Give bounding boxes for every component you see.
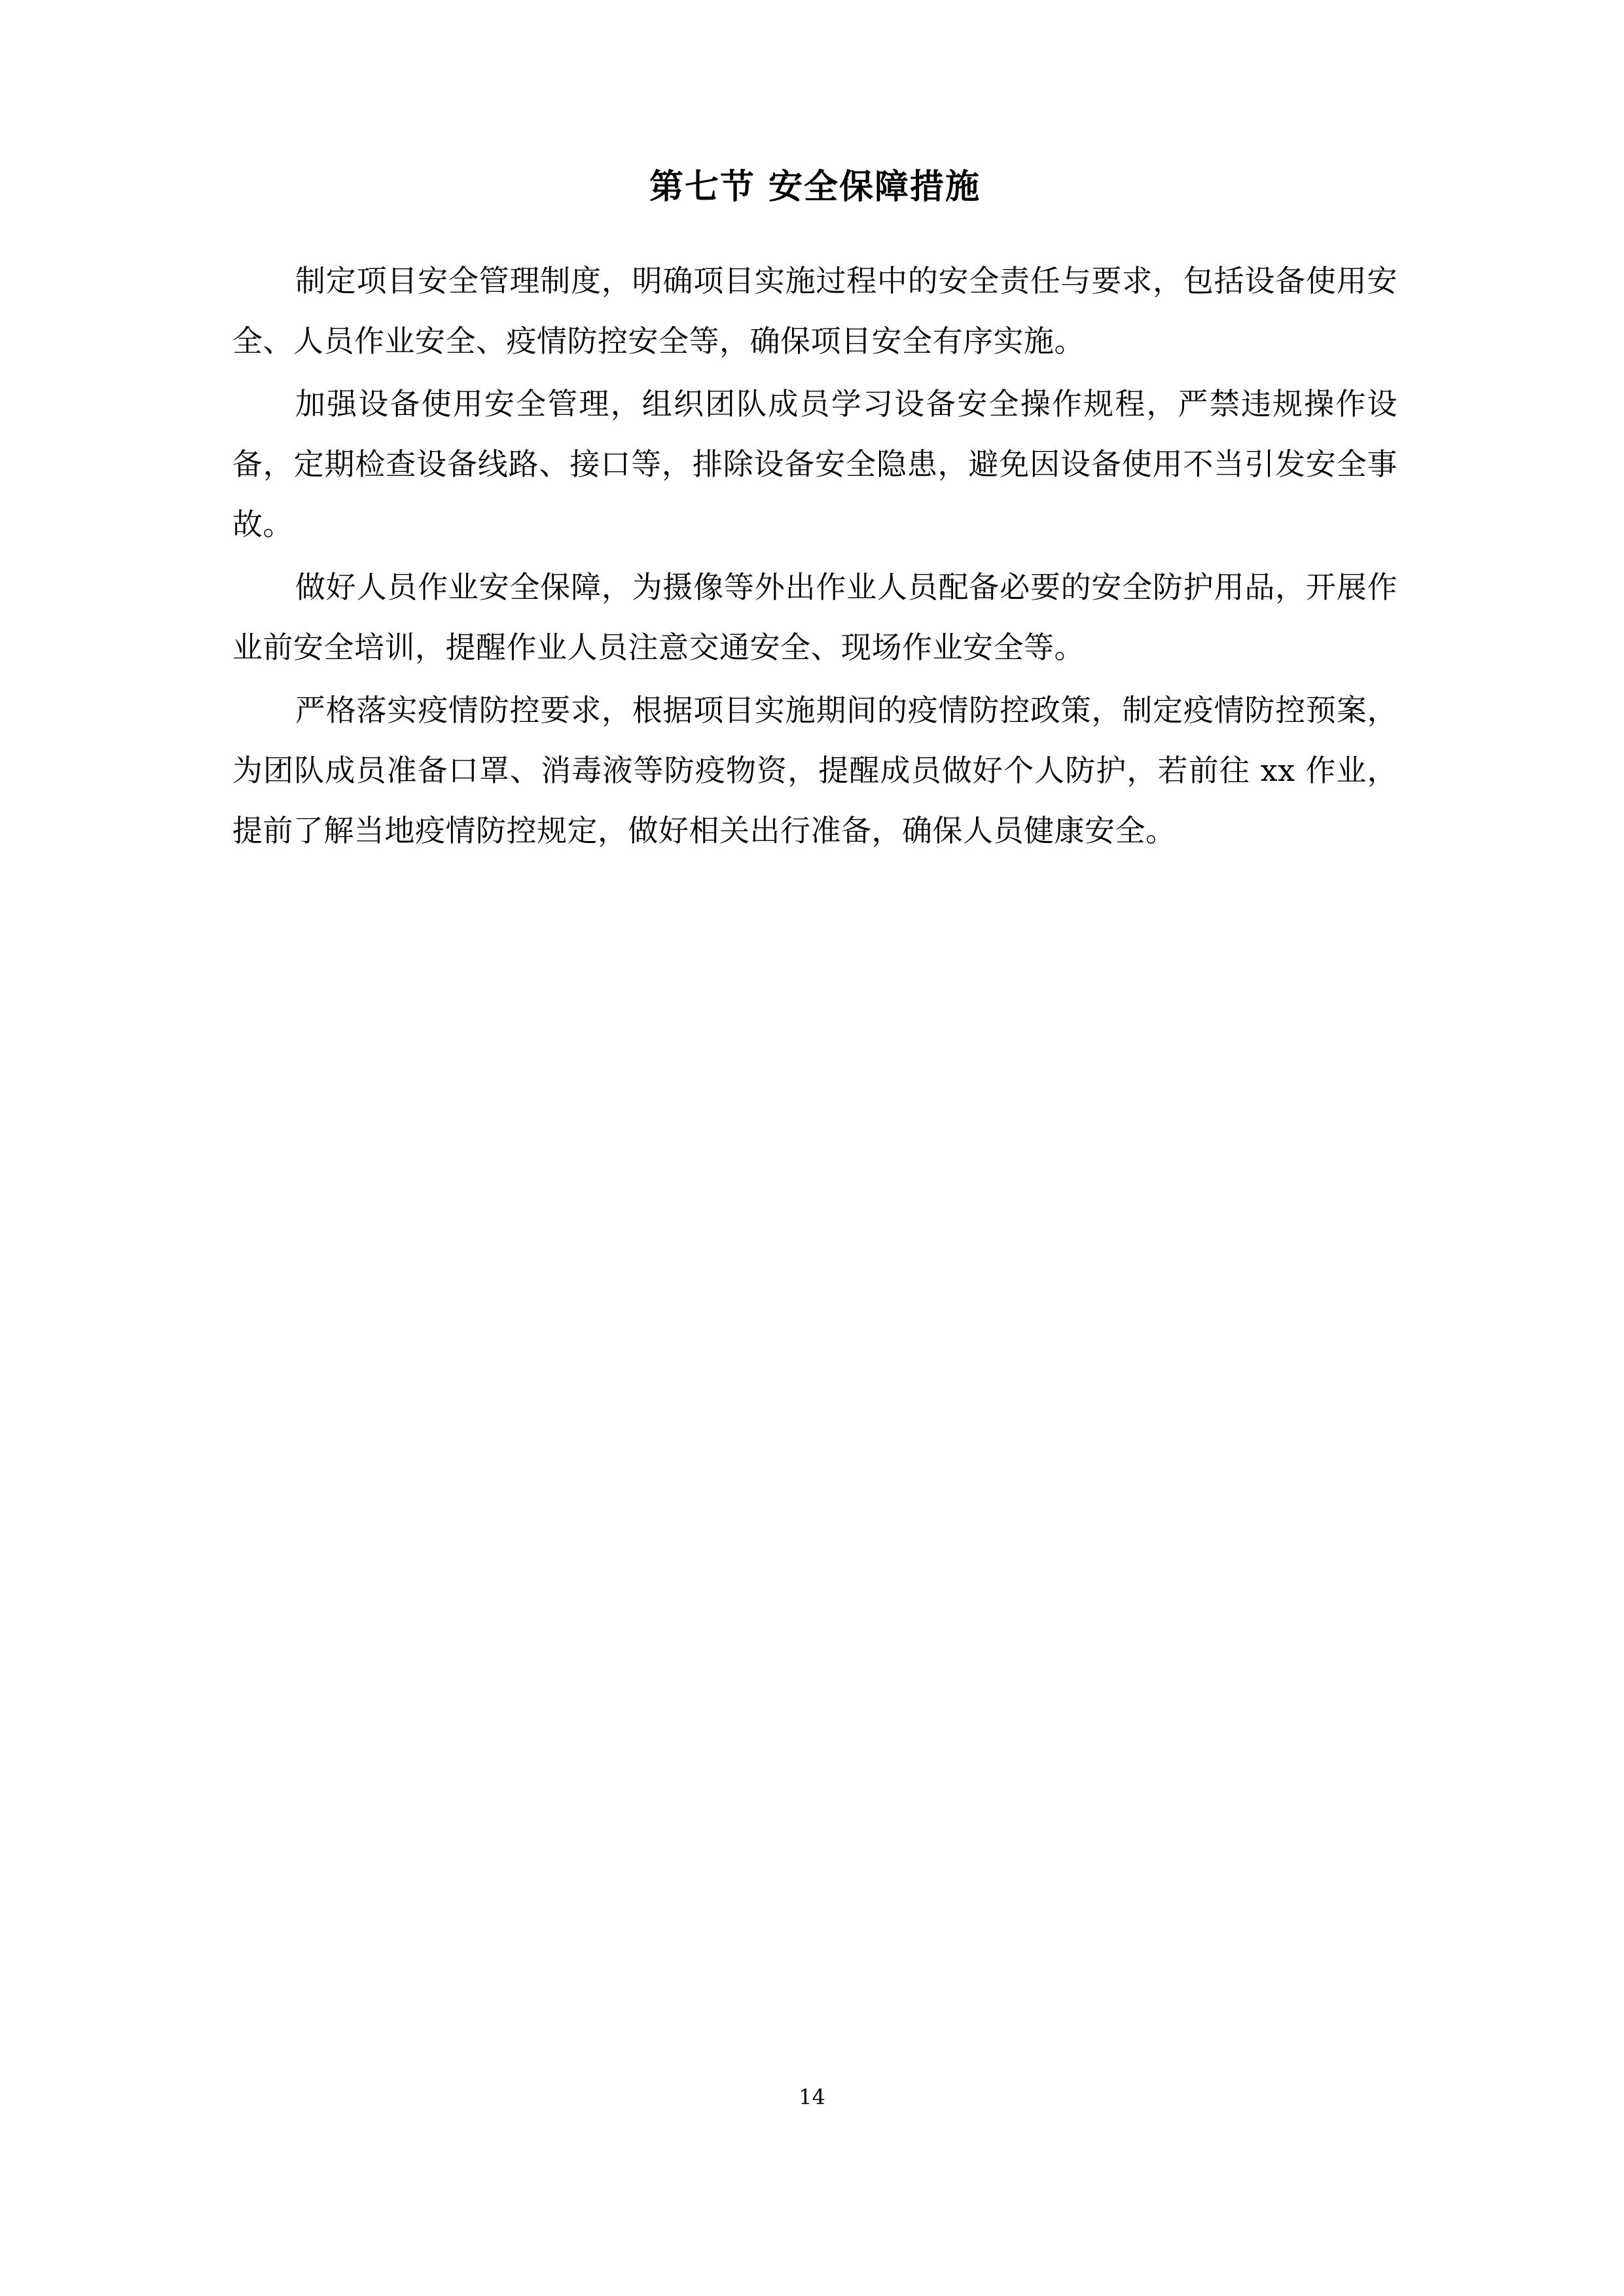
body-paragraph-2: 加强设备使用安全管理，组织团队成员学习设备安全操作规程，严禁违规操作设备，定期检查设备线路、接口等，排除设备安全隐患，避免因设备使用不当引发安全事故。: [232, 386, 1398, 542]
page-title: 第七节 安全保障措施: [649, 168, 981, 207]
body-paragraph-4: 严格落实疫情防控要求，根据项目实施期间的疫情防控政策，制定疫情防控预案，为团队成员准备口罩、消毒液等防疫物资，提醒成员做好个人防护，若前往 xx 作业，提前了解当地疫情防控规定，做好相关出行准备，确保人员健康安全。: [232, 692, 1398, 848]
page-content: [232, 164, 1398, 863]
body-paragraph-3: 做好人员作业安全保障，为摄像等外出作业人员配备必要的安全防护用品，开展作业前安全培训，提醒作业人员注意交通安全、现场作业安全等。: [232, 569, 1398, 665]
body-paragraph-1: 制定项目安全管理制度，明确项目实施过程中的安全责任与要求，包括设备使用安全、人员作业安全、疫情防控安全等，确保项目安全有序实施。: [232, 262, 1398, 359]
page-number: 14: [799, 2085, 825, 2109]
